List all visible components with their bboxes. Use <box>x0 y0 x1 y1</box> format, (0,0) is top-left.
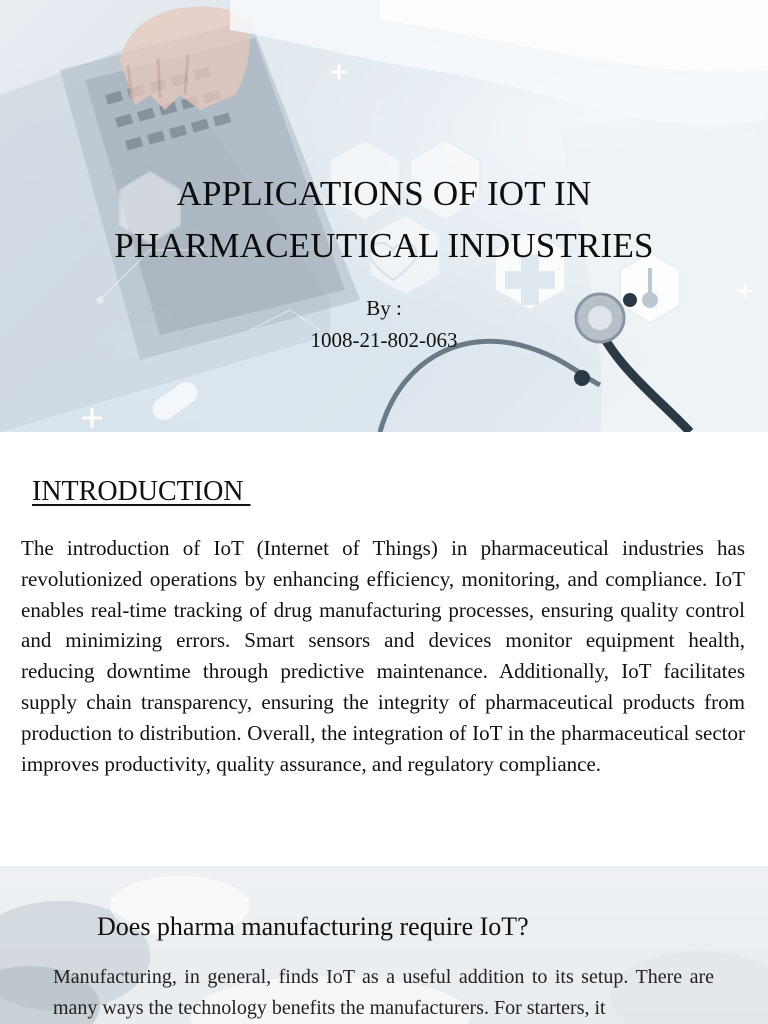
slide-title <box>0 168 768 272</box>
introduction-slide <box>0 432 768 866</box>
manufacturing-body: Manufacturing, in general, finds IoT as a useful addition to its setup. There are many ways the technology benefits the manufacturers. For starters, it <box>53 966 714 1019</box>
manufacturing-slide <box>0 866 768 1024</box>
by-label: By : <box>366 296 402 320</box>
manufacturing-heading: Does pharma manufacturing require IoT? <box>97 912 529 941</box>
title-line-2: PHARMACEUTICAL INDUSTRIES <box>114 226 654 265</box>
title-line-1: APPLICATIONS OF IOT IN <box>176 174 592 213</box>
author-id: 1008-21-802-063 <box>310 328 458 352</box>
introduction-heading: INTRODUCTION <box>32 476 251 507</box>
title-slide <box>0 0 768 432</box>
introduction-body: The introduction of IoT (Internet of Things) in pharmaceutical industries has revolutionized operations by enhancing efficiency, monitoring, and compliance. IoT enables real-time tracking of drug manufacturing processes, ensuring quality control and minimizing errors. Smart sensors and devices monitor equipment health, reducing downtime through predictive maintenance. Additionally, IoT facilitates supply chain transparency, ensuring the integrity of pharmaceutical products from production to distribution. Overall, the integration of IoT in the pharmaceutical sector improves productivity, quality assurance, and regulatory compliance. <box>21 536 745 776</box>
